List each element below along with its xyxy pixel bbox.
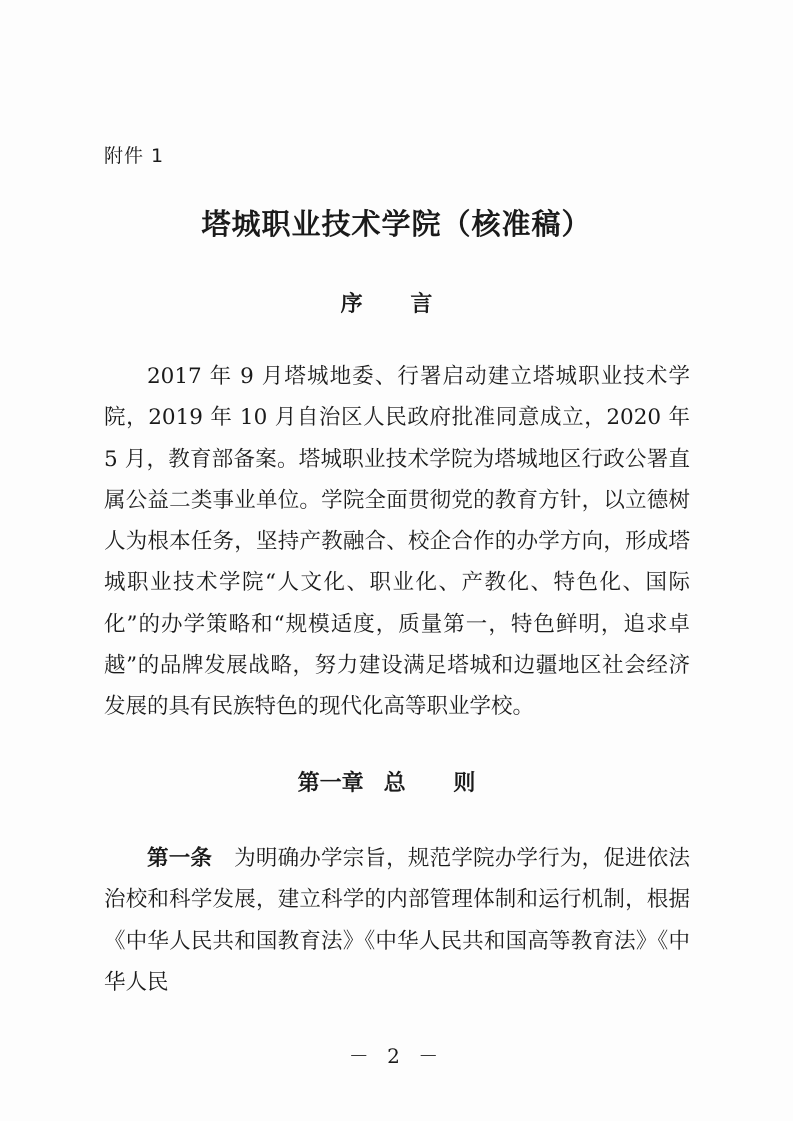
article-1-text: 为明确办学宗旨，规范学院办学行为，促进依法治校和科学发展，建立科学的内部管理体制和运行机制，根据《中华人民共和国教育法》《中华人民共和国高等教育法》《中华人民 xyxy=(104,846,690,995)
chapter-number: 第一章 xyxy=(297,771,364,796)
article-1-label: 第一条 xyxy=(147,846,213,871)
preface-heading: 序 言 xyxy=(340,292,453,317)
chapter-name: 总 则 xyxy=(383,771,496,796)
article-1-paragraph xyxy=(104,838,690,1003)
chapter-heading xyxy=(0,766,793,797)
preface-paragraph: 2017 年 9 月塔城地委、行署启动建立塔城职业技术学院，2019 年 10 月自治区人民政府批准同意成立，2020 年 5 月，教育部备案。塔城职业技术学院为塔城地区行政公署直属公益二类事业单位。学院全面贯彻党的教育方针，以立德树人为根本任务，坚持产教融合、校企合作的办学方向，形成塔城职业技术学院“人文化、职业化、产教化、特色化、国际化”的办学策略和“规模适度，质量第一，特色鲜明，追求卓越”的品牌发展战略，努力建设满足塔城和边疆地区社会经济发展的具有民族特色的现代化高等职业学校。 xyxy=(104,364,690,720)
attachment-label: 附件 1 xyxy=(104,145,165,167)
page-number: － 2 － xyxy=(348,1044,445,1068)
document-title: 塔城职业技术学院（核准稿） xyxy=(201,207,592,241)
